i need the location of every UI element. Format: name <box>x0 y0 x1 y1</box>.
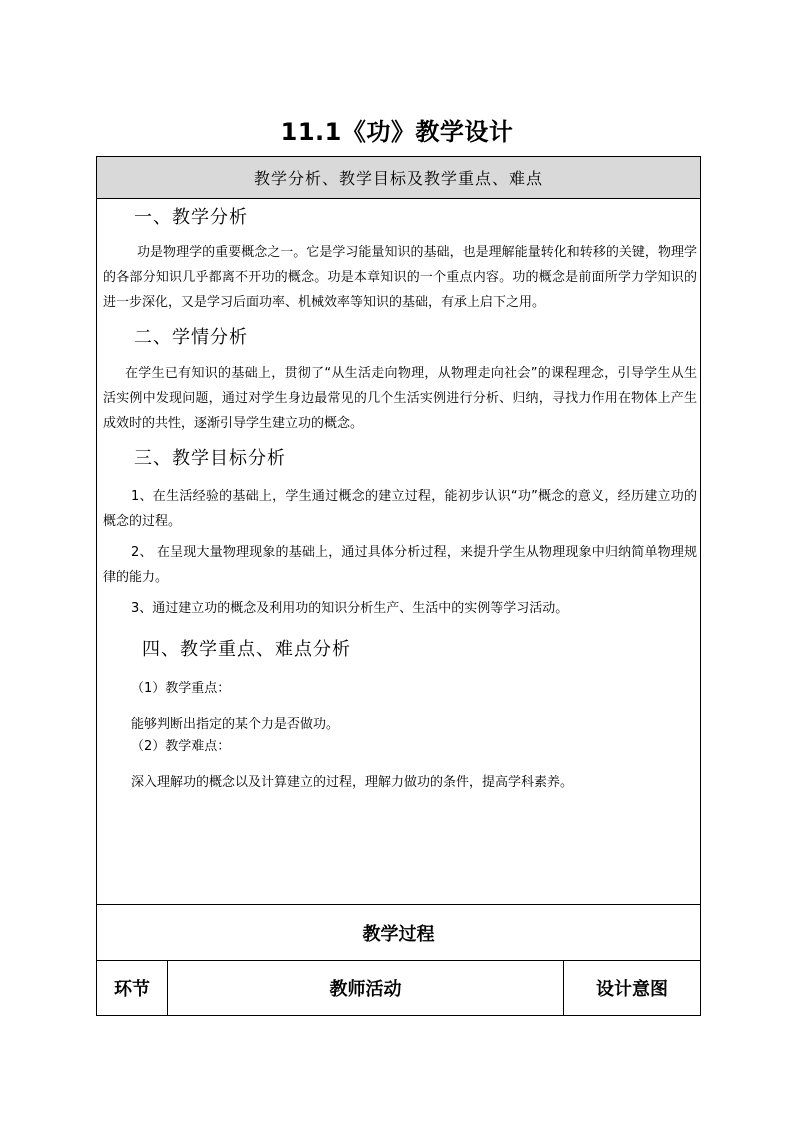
objective-item-2: 2、 在呈现大量物理现象的基础上，通过具体分析过程，来提升学生从物理现象中归纳简单物理规律的能力。 <box>103 545 697 585</box>
section-heading-objectives: 三、教学目标分析 <box>134 448 286 469</box>
section-heading-student-analysis: 二、学情分析 <box>134 327 248 348</box>
teaching-analysis-text: 功是物理学的重要概念之一。它是学习能量知识的基础，也是理解能量转化和转移的关键，物理学的各部分知识几乎都离不开功的概念。功是本章知识的一个重点内容。功的概念是前面所学力学知识的进一步深化，又是学习后面功率、机械效率等知识的基础，有承上启下之用。 <box>103 245 697 310</box>
section-heading-teaching-analysis: 一、教学分析 <box>134 207 248 228</box>
student-analysis-text: 在学生已有知识的基础上，贯彻了“从生活走向物理，从物理走向社会”的课程理念，引导学生从生活实例中发现问题，通过对学生身边最常见的几个生活实例进行分析、归纳，寻找力作用在物体上产生成效时的共性，逐渐引导学生建立功的概念。 <box>103 366 697 431</box>
column-header-stage: 环节 <box>97 961 168 1015</box>
difficulty-text: 深入理解功的概念以及计算建立的过程，理解力做功的条件，提高学科素养。 <box>131 775 574 790</box>
column-header-teacher-activity: 教师活动 <box>168 961 564 1015</box>
page-title: 11.1《功》教学设计 <box>280 118 514 146</box>
section-heading-key-points: 四、教学重点、难点分析 <box>142 639 351 660</box>
key-point-label: （1）教学重点： <box>131 681 231 696</box>
key-point-text: 能够判断出指定的某个力是否做功。 <box>131 717 340 732</box>
table-header: 教学分析、教学目标及教学重点、难点 <box>97 157 700 199</box>
process-column-headers <box>97 961 700 1015</box>
objective-item-1: 1、在生活经验的基础上，学生通过概念的建立过程，能初步认识“功”概念的意义，经历建立功的概念的过程。 <box>103 489 697 529</box>
column-header-design-intent: 设计意图 <box>596 979 668 1000</box>
difficulty-label: （2）教学难点： <box>131 739 231 754</box>
lesson-plan-table <box>96 156 701 1016</box>
teaching-process-title: 教学过程 <box>97 905 700 961</box>
analysis-section <box>97 199 700 905</box>
objective-item-3: 3、通过建立功的概念及利用功的知识分析生产、生活中的实例等学习活动。 <box>131 601 569 616</box>
